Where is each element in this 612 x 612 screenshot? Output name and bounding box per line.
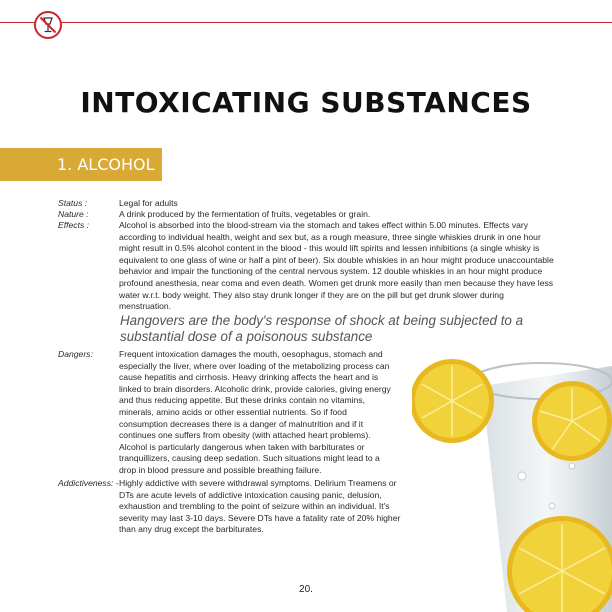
effects-row (58, 220, 558, 312)
status-label: Status : (58, 198, 88, 208)
pull-quote: Hangovers are the body's response of shock at being subjected to a substantial dose of a poisonous substance (120, 313, 524, 344)
effects-label: Effects : (58, 220, 90, 230)
page-title: INTOXICATING SUBSTANCES (80, 86, 532, 119)
addictiveness-label: Addictiveness: - (58, 478, 119, 488)
section-heading: 1. ALCOHOL (57, 155, 155, 174)
addictiveness-value: Highly addictive with severe withdrawal symptoms. Delirium Treamens or DTs are acute levels of addictive intoxication causing panic, delusion, exhaustion and trembling to the point of seizure within an individual. It's severity may last 3-10 days. Severe DTs have a fatality rate of 20% higher than any drug except the barbiturates. (119, 478, 401, 535)
nature-label: Nature : (58, 209, 89, 219)
lemon-slice-top (412, 359, 494, 443)
lemon-glass-image (412, 326, 612, 612)
no-drinking-icon (34, 11, 62, 39)
status-value: Legal for adults (119, 198, 178, 208)
header-rule (0, 22, 612, 23)
effects-value: Alcohol is absorbed into the blood-stream via the stomach and takes effect within 5.00 minutes. Effects vary according to individual health, weight and sex but, as a rough measure, three single whiskies drunk in one hour might result in 0.5% alcohol content in the blood - this would lift spirits and lessen inhibitions (a single whisky is equivalent to one glass of wine or half a pint of beer). Six double whiskies in an hour might produce unaccountable behavior and impair the functioning of the central nervous system. 12 double whiskies in an hour might produce profound anesthesia, near coma and even death. Women get drunk more easily than men because they have less water w.r.t. body weight. They also stay drunk longer if they are on the pill but get drunk slower during menstruation. (119, 220, 554, 312)
dangers-label: Dangers: (58, 349, 93, 359)
lemon-slice-middle (532, 381, 612, 461)
nature-value: A drink produced by the fermentation of fruits, vegetables or grain. (119, 209, 371, 219)
dangers-value: Frequent intoxication damages the mouth, oesophagus, stomach and especially the liver, where over loading of the metabolizing process can cause hepatitis and cirrhosis. Heavy drinking affects the heart and is linked to brain disorders. Alcoholic drink, provide calories, giving energy and thus reducing appetite. But these drinks contain no vitamins, minerals, amino acids or other essential nutrients. So if food consumption decreases there is a danger of malnutrition and if it continues one suffers from obesity (with attached heart problems). Alcohol is particularly dangerous when taken with barbiturates or tranquillizers, causing deep sedation. Such situations might lead to a drop in blood pressure and possible breathing failure. (119, 349, 391, 475)
dangers-row (58, 349, 398, 475)
page-number: 20. (299, 584, 313, 595)
addictiveness-row (58, 478, 408, 538)
